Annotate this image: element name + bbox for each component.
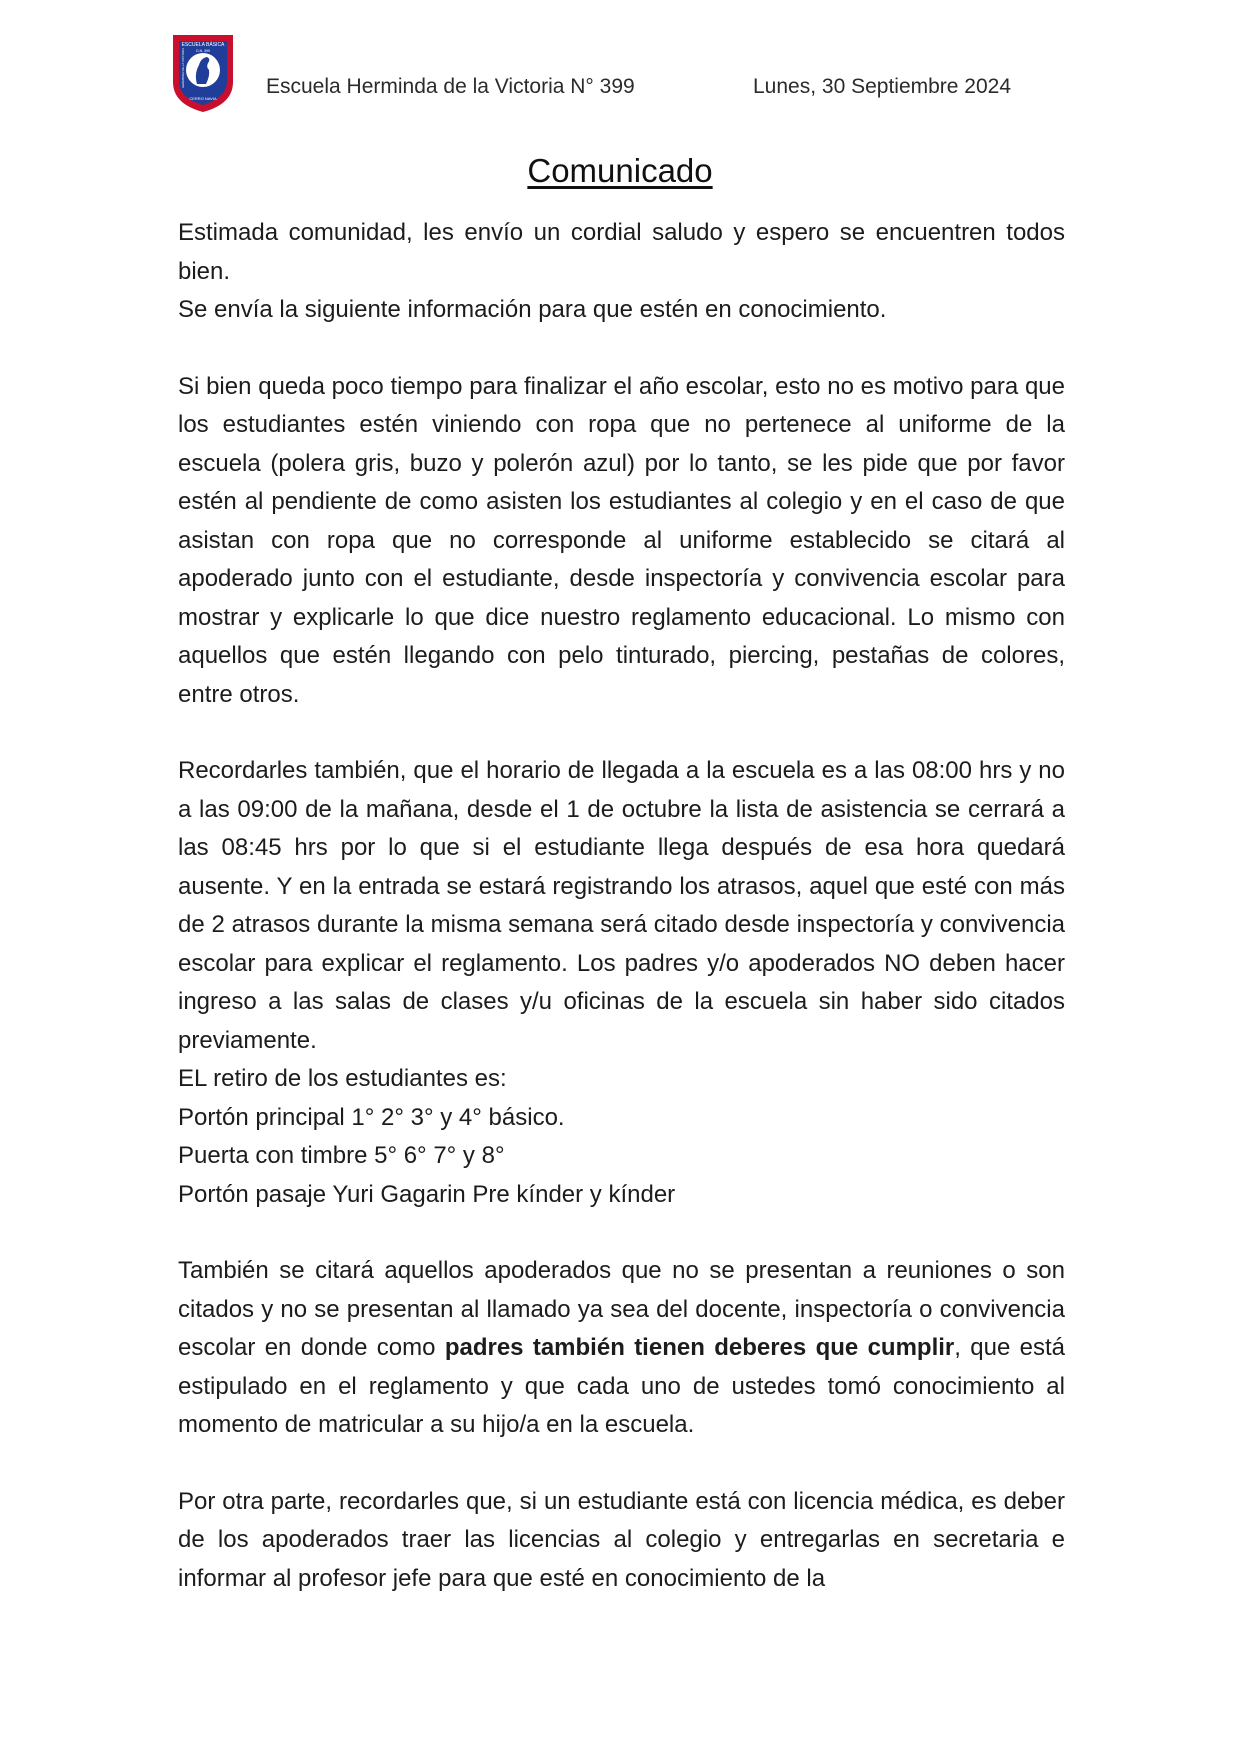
- citation-text-end: , que está estipulado en el reglamento y que cada uno de ustedes tomó conocimiento al momento de matricular a su hijo/a en la escuela.: [178, 1334, 1065, 1438]
- citation-text-start: También se citará aquellos apoderados que no se presentan a reuniones o son citados y no se presentan al llamado ya sea del docente, inspectoría o convivencia escolar en donde como: [178, 1257, 1065, 1361]
- document-date: Lunes, 30 Septiembre 2024: [753, 75, 1012, 98]
- greeting-paragraph: Estimada comunidad, les envío un cordial saludo y espero se encuentren todos bien.: [178, 219, 1065, 285]
- citation-bold-text: padres también tienen deberes que cumplir: [444, 1334, 955, 1361]
- document-body: [178, 214, 1065, 1598]
- citation-paragraph: [178, 1252, 1065, 1445]
- pickup-heading: EL retiro de los estudiantes es:: [178, 1065, 507, 1092]
- svg-text:HERMINDA DE LA VICTORIA: HERMINDA DE LA VICTORIA: [181, 47, 185, 88]
- school-name: Escuela Herminda de la Victoria N° 399: [266, 75, 635, 98]
- svg-text:ESCUELA BÁSICA: ESCUELA BÁSICA: [181, 42, 225, 48]
- medical-license-paragraph: Por otra parte, recordarles que, si un estudiante está con licencia médica, es deber de los apoderados traer las licencias al colegio y entregarlas en secretaria e informar al profesor jefe para que esté en conocimiento de la: [178, 1487, 1065, 1592]
- pickup-main-gate: Portón principal 1° 2° 3° y 4° básico.: [178, 1103, 565, 1131]
- uniform-paragraph: Si bien queda poco tiempo para finalizar el año escolar, esto no es motivo para que los estudiantes estén viniendo con ropa que no pertenece al uniforme de la escuela (polera gris, buzo y polerón azul) por lo tanto, se les pide que por favor estén al pendiente de como asisten los estudiantes al colegio y en el caso de que asistan con ropa que no corresponde al uniforme establecido se citará al apoderado junto con el estudiante, desde inspectoría y convivencia escolar para mostrar y explicarle lo que dice nuestro reglamento educacional. Lo mismo con aquellos que estén llegando con pelo tinturado, piercing, pestañas de colores, entre otros.: [178, 372, 1065, 708]
- pickup-bell-door: Puerta con timbre 5° 6° 7° y 8°: [178, 1142, 505, 1169]
- document-title: Comunicado: [527, 152, 713, 189]
- intro-line: Se envía la siguiente información para que estén en conocimiento.: [178, 296, 887, 323]
- svg-text:D.N. 399: D.N. 399: [196, 49, 210, 53]
- svg-text:CERRO NAVIA: CERRO NAVIA: [189, 96, 217, 101]
- pickup-passage-gate: Portón pasaje Yuri Gagarin Pre kínder y kínder: [178, 1180, 676, 1208]
- schedule-paragraph: Recordarles también, que el horario de llegada a la escuela es a las 08:00 hrs y no a las 09:00 de la mañana, desde el 1 de octubre la lista de asistencia se cerrará a las 08:45 hrs por lo que si el estudiante llega después de esa hora quedará ausente. Y en la entrada se estará registrando los atrasos, aquel que esté con más de 2 atrasos durante la misma semana será citado desde inspectoría y convivencia escolar para explicar el reglamento. Los padres y/o apoderados NO deben hacer ingreso a las salas de clases y/u oficinas de la escuela sin haber sido citados previamente.: [178, 757, 1065, 1054]
- school-crest-logo: [170, 32, 236, 114]
